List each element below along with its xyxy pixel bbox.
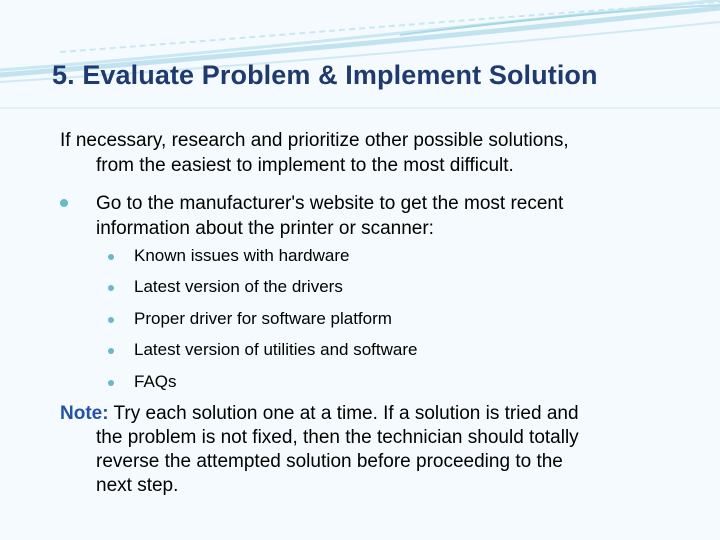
sub-bullet-item [108,340,417,360]
sub-bullet-dot-icon [108,380,114,386]
bullet-dot-icon [60,199,68,207]
sub-bullet-dot-icon [108,348,114,354]
note-line-2: the problem is not fixed, then the technician should totally [96,427,579,448]
sub-bullet-text: Known issues with hardware [134,246,350,265]
note-paragraph [60,402,680,498]
main-bullet [60,191,680,241]
sub-bullet-dot-icon [108,285,114,291]
sub-bullet-dot-icon [108,254,114,260]
note-label: Note: [60,403,109,424]
main-bullet-line-2: information about the printer or scanner: [96,218,434,239]
note-line-4: next step. [96,475,179,496]
slide-title: 5. Evaluate Problem & Implement Solution [52,60,598,90]
sub-bullet-item [108,246,349,266]
intro-line-1: If necessary, research and prioritize other possible solutions, [60,130,569,151]
intro-paragraph [60,128,680,178]
intro-line-2: from the easiest to implement to the most difficult. [96,155,514,176]
sub-bullet-text: Latest version of the drivers [134,277,343,296]
main-bullet-line-1: Go to the manufacturer's website to get the most recent [96,193,564,214]
sub-bullet-item [108,309,392,329]
sub-bullet-item [108,277,343,297]
sub-bullet-dot-icon [108,317,114,323]
sub-bullet-text: FAQs [134,372,177,391]
sub-bullet-text: Latest version of utilities and software [134,340,418,359]
sub-bullet-item [108,372,177,392]
note-line-1: Try each solution one at a time. If a solution is tried and [108,403,579,424]
sub-bullet-text: Proper driver for software platform [134,309,392,328]
note-line-3: reverse the attempted solution before proceeding to the [96,451,563,472]
